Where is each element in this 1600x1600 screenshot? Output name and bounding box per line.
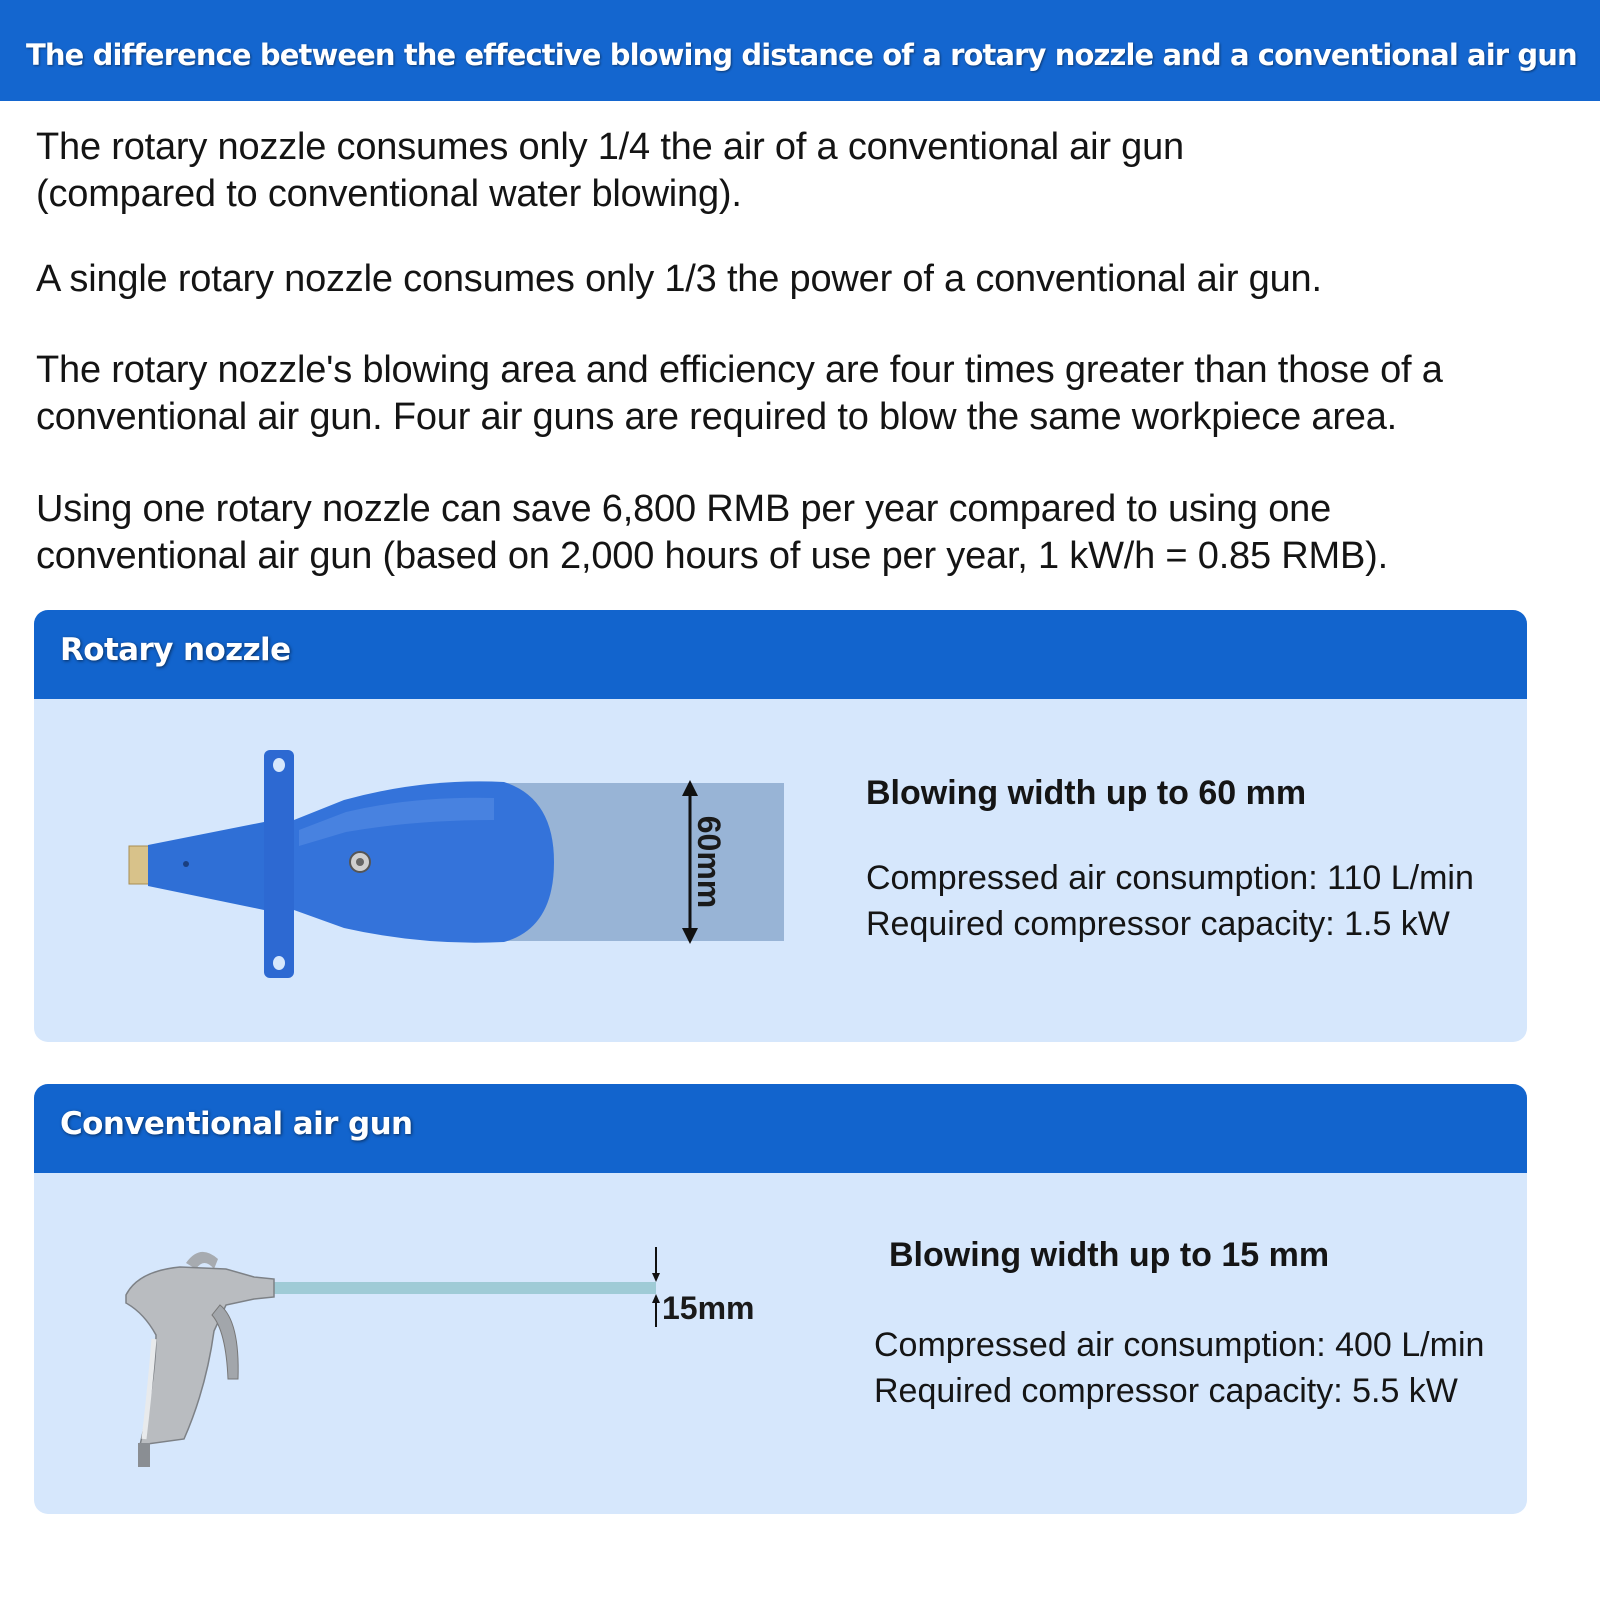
intro-p4-line2: conventional air gun (based on 2,000 hours of use per year, 1 kW/h = 0.85 RMB).	[36, 535, 1388, 577]
rotary-nozzle-panel	[34, 610, 1527, 1042]
intro-p1-line2: (compared to conventional water blowing).	[36, 173, 742, 215]
rotary-compressor-capacity: Required compressor capacity: 1.5 kW	[866, 905, 1450, 943]
intro-p1-line1: The rotary nozzle consumes only 1/4 the air of a conventional air gun	[36, 126, 1184, 168]
air-gun-air-consumption: Compressed air consumption: 400 L/min	[874, 1326, 1485, 1364]
intro-p3-line1: The rotary nozzle's blowing area and efficiency are four times greater than those of a	[36, 349, 1443, 391]
intro-paragraph-power	[36, 256, 1576, 303]
air-gun-airflow-stream	[274, 1282, 656, 1294]
banner-title: The difference between the effective blowing distance of a rotary nozzle and a conventional air gun	[26, 38, 1577, 72]
rotary-dimension-label: 60mm	[691, 815, 727, 909]
rotary-nozzle-panel-header	[34, 610, 1527, 699]
air-gun-body	[126, 1252, 274, 1467]
air-gun-title: Conventional air gun	[60, 1106, 413, 1142]
air-gun-panel-header	[34, 1084, 1527, 1173]
rotary-air-consumption: Compressed air consumption: 110 L/min	[866, 859, 1474, 897]
rotary-blowing-width: Blowing width up to 60 mm	[866, 774, 1307, 812]
air-gun-illustration	[114, 1239, 834, 1479]
intro-p2: A single rotary nozzle consumes only 1/3 the power of a conventional air gun.	[36, 258, 1322, 300]
air-gun-panel	[34, 1084, 1527, 1514]
air-gun-blowing-width: Blowing width up to 15 mm	[889, 1236, 1330, 1274]
intro-p3-line2: conventional air gun. Four air guns are required to blow the same workpiece area.	[36, 396, 1398, 438]
intro-paragraph-savings	[36, 486, 1576, 580]
intro-p4-line1: Using one rotary nozzle can save 6,800 RMB per year compared to using one	[36, 488, 1332, 530]
intro-paragraph-air	[36, 124, 1576, 218]
rotary-nozzle-title: Rotary nozzle	[60, 632, 291, 668]
air-gun-compressor-capacity: Required compressor capacity: 5.5 kW	[874, 1372, 1458, 1410]
intro-paragraph-area	[36, 347, 1576, 441]
rotary-nozzle-illustration	[84, 750, 824, 990]
title-banner	[0, 0, 1600, 101]
rotary-nozzle-body	[129, 750, 554, 978]
air-gun-dimension-label: 15mm	[662, 1290, 755, 1326]
